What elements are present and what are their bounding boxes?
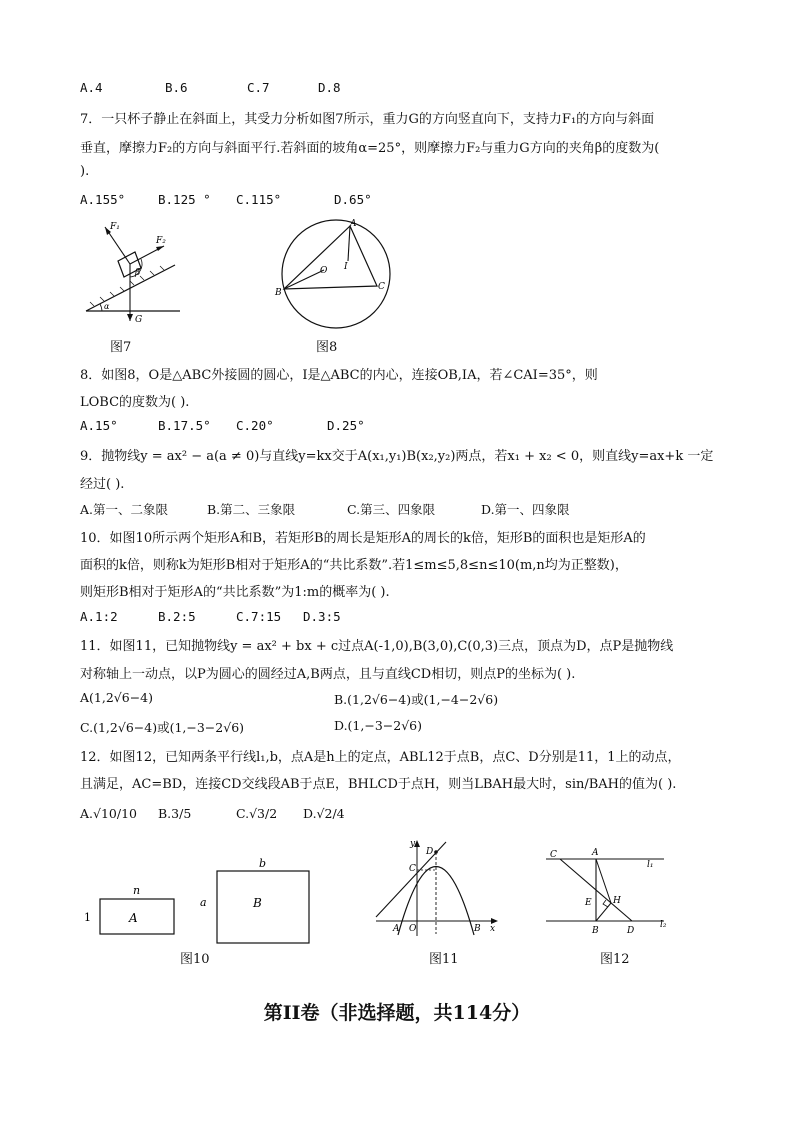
- q6-option-a: A.4: [80, 80, 103, 95]
- fig8-caption: 图8: [316, 340, 338, 355]
- q10-line-2: 面积的k倍，则称k为矩形B相对于矩形A的“共比系数”.若1≤m≤5,8≤n≤10(m,n均为正整数)，: [80, 558, 628, 573]
- fig11-label-d: D: [426, 847, 434, 857]
- figure-10: [80, 855, 320, 945]
- fig12-label-l1: l₁: [647, 860, 654, 870]
- q12-option-b: B.3/5: [158, 806, 192, 821]
- q12-line-2: 且满足，AC=BD，连接CD交线段AB于点E，BHLCD于点H，则当LBAH最大时，sin/BAH的值为( ).: [80, 777, 677, 792]
- q10-option-d: D.3:5: [303, 609, 341, 624]
- figure-7: [80, 215, 190, 330]
- fig7-label-f1: F₁: [110, 222, 120, 232]
- fig10-label-n: n: [133, 884, 141, 897]
- q9-option-a: A.第一、二象限: [80, 502, 169, 517]
- fig12-label-c: C: [550, 850, 557, 860]
- q11-option-a: A(1,2√6−4): [80, 690, 154, 705]
- q8-option-c: C.20°: [236, 418, 274, 433]
- fig12-label-h: H: [613, 896, 621, 906]
- q7-line-2: 垂直，摩擦力F₂的方向与斜面平行.若斜面的坡角α=25°，则摩擦力F₂与重力G方向的夹角β的度数为(: [80, 141, 660, 156]
- fig7-caption: 图7: [110, 340, 132, 355]
- q9-line-2: 经过( ).: [80, 477, 125, 492]
- q10-option-a: A.1:2: [80, 609, 118, 624]
- q6-option-d: D.8: [318, 80, 341, 95]
- section-ii-title: 第II卷（非选择题，共114分）: [263, 1002, 531, 1024]
- q8-option-a: A.15°: [80, 418, 118, 433]
- fig8-label-c: C: [378, 282, 385, 292]
- q8-line-1: 8．如图8，O是△ABC外接圆的圆心，I是△ABC的内心，连接OB,IA，若∠CAI=35°，则: [80, 368, 598, 383]
- fig10-label-a-rect: A: [129, 911, 138, 925]
- q6-option-b: B.6: [165, 80, 188, 95]
- fig12-label-l2: l₂: [660, 920, 667, 930]
- fig12-caption: 图12: [600, 952, 630, 967]
- fig11-label-y: y: [410, 839, 416, 849]
- q8-option-b: B.17.5°: [158, 418, 211, 433]
- fig11-label-a: A: [393, 924, 400, 934]
- fig12-label-b: B: [592, 926, 599, 936]
- q9-option-d: D.第一、四象限: [481, 502, 570, 517]
- q7-option-a: A.155°: [80, 192, 126, 207]
- fig12-label-d: D: [627, 926, 635, 936]
- figure-11: [372, 838, 502, 938]
- fig10-caption: 图10: [180, 952, 210, 967]
- q8-option-d: D.25°: [327, 418, 365, 433]
- fig10-label-a-side: a: [200, 896, 207, 909]
- fig8-label-i: I: [344, 262, 348, 272]
- fig7-label-alpha: α: [104, 302, 110, 311]
- fig7-label-beta: β: [135, 268, 141, 278]
- q10-option-c: C.7:15: [236, 609, 282, 624]
- q10-line-1: 10．如图10所示两个矩形A和B，若矩形B的周长是矩形A的周长的k倍，矩形B的面积也是矩形A的: [80, 531, 646, 546]
- fig11-label-o: O: [409, 924, 417, 934]
- q9-option-c: C.第三、四象限: [347, 502, 436, 517]
- fig10-label-1: 1: [84, 911, 91, 924]
- q7-line-1: 7．一只杯子静止在斜面上，其受力分析如图7所示，重力G的方向竖直向下，支持力F₁的方向与斜面: [80, 112, 655, 127]
- fig8-label-b: B: [275, 288, 282, 298]
- q11-option-d: D.(1,−3−2√6): [334, 718, 423, 733]
- fig12-label-e: E: [585, 898, 592, 908]
- q11-option-c: C.(1,2√6−4)或(1,−3−2√6): [80, 720, 245, 735]
- q6-option-c: C.7: [247, 80, 270, 95]
- q7-line-3: ).: [80, 164, 90, 179]
- fig10-label-b-rect: B: [253, 896, 262, 910]
- fig8-label-o: O: [320, 266, 328, 276]
- fig11-label-c: C: [409, 864, 416, 874]
- q12-option-a: A.√10/10: [80, 806, 137, 821]
- fig8-label-a: A: [350, 219, 357, 229]
- q9-option-b: B.第二、三象限: [207, 502, 296, 517]
- q7-option-d: D.65°: [334, 192, 372, 207]
- q11-line-2: 对称轴上一动点，以P为圆心的圆经过A,B两点，且与直线CD相切，则点P的坐标为( ).: [80, 667, 576, 682]
- fig11-caption: 图11: [429, 952, 459, 967]
- fig11-label-b: B: [474, 924, 481, 934]
- q12-option-d: D.√2/4: [303, 806, 345, 821]
- figure-8: [272, 215, 402, 335]
- fig11-label-x: x: [490, 924, 496, 934]
- figure-12: [540, 845, 680, 940]
- fig7-label-f2: F₂: [156, 236, 166, 246]
- fig10-label-b-top: b: [259, 857, 267, 870]
- q8-line-2: LOBC的度数为( ).: [80, 395, 190, 410]
- q11-option-b: B.(1,2√6−4)或(1,−4−2√6): [334, 692, 499, 707]
- q10-line-3: 则矩形B相对于矩形A的“共比系数”为1:m的概率为( ).: [80, 585, 390, 600]
- q7-option-c: C.115°: [236, 192, 282, 207]
- fig12-label-a: A: [592, 848, 599, 858]
- q12-option-c: C.√3/2: [236, 806, 278, 821]
- fig7-label-g: G: [135, 315, 143, 325]
- q7-option-b: B.125 °: [158, 192, 211, 207]
- q10-option-b: B.2:5: [158, 609, 196, 624]
- q11-line-1: 11．如图11，已知抛物线y = ax² + bx + c过点A(-1,0),B(3,0),C(0,3)三点，顶点为D，点P是抛物线: [80, 639, 674, 654]
- q12-line-1: 12．如图12，已知两条平行线l₁,b，点A是h上的定点，ABL12于点B，点C、D分别是11，1上的动点，: [80, 750, 681, 765]
- q9-line-1: 9．抛物线y = ax² − a(a ≠ 0)与直线y=kx交于A(x₁,y₁)B(x₂,y₂)两点，若x₁ + x₂ < 0，则直线y=ax+k 一定: [80, 449, 714, 464]
